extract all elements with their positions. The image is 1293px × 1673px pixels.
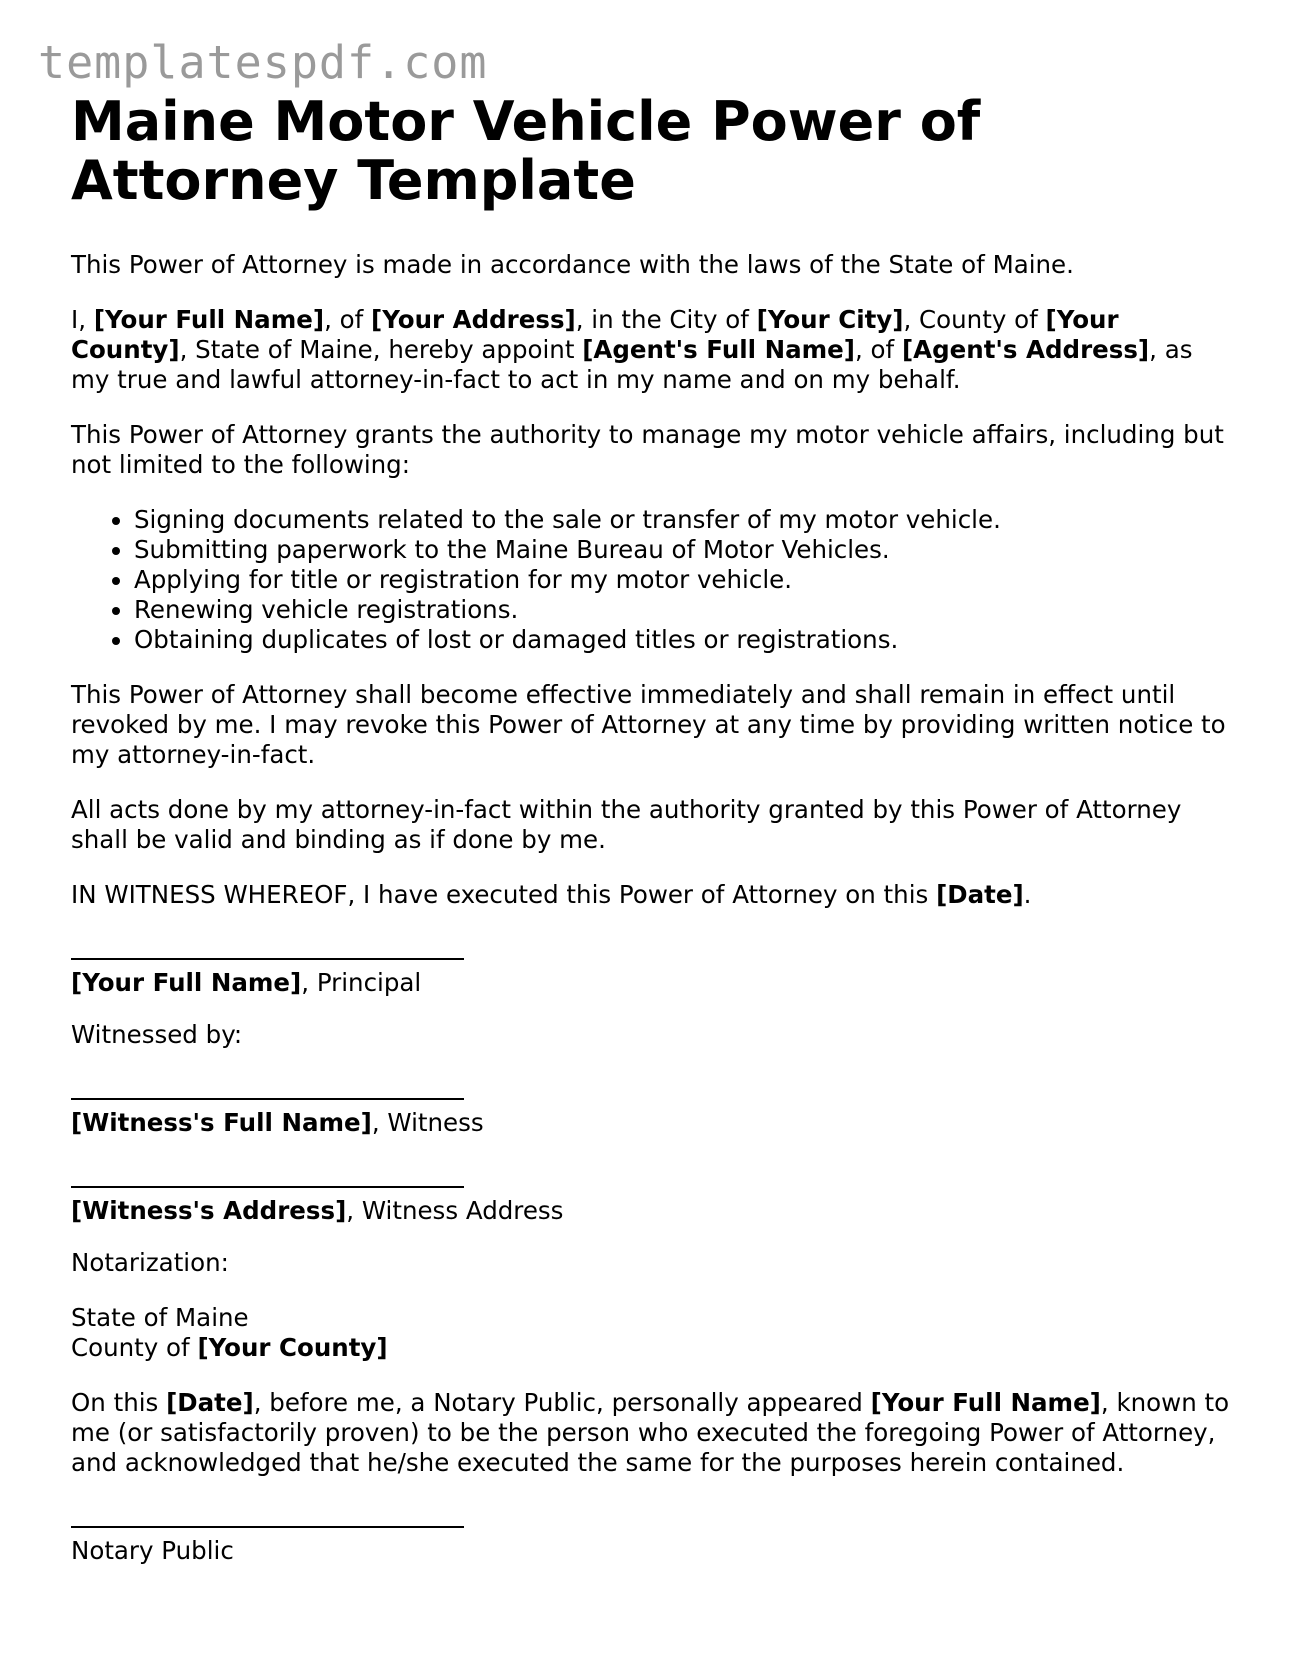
date-placeholder: [Date]: [936, 880, 1024, 909]
agent-name-placeholder: [Agent's Full Name]: [582, 335, 855, 364]
intro-paragraph: This Power of Attorney is made in accordance with the laws of the State of Maine.: [71, 250, 1074, 279]
acts-paragraph: All acts done by my attorney-in-fact within the authority granted by this Power of Attorney shall be valid and binding as if done by me.: [71, 795, 1182, 854]
notary-public-label: Notary Public: [71, 1536, 234, 1565]
document-body: [71, 92, 1231, 1566]
witness-address-line[interactable]: [71, 1186, 464, 1188]
witness-whereof-paragraph: IN WITNESS WHEREOF, I have executed this Power of Attorney on this [Date].: [71, 880, 1032, 909]
page-title: Maine Motor Vehicle Power of Attorney Template: [71, 90, 981, 212]
your-address-placeholder: [Your Address]: [371, 305, 576, 334]
notary-county-placeholder: [Your County]: [197, 1333, 388, 1362]
principal-name-placeholder: [Your Full Name]: [71, 968, 302, 997]
witness-address-block: [Witness's Address], Witness Address: [71, 1186, 1231, 1226]
ack-date-placeholder: [Date]: [166, 1388, 254, 1417]
notary-venue: State of Maine County of [Your County]: [71, 1303, 388, 1362]
witness-signature-line[interactable]: [71, 1098, 464, 1100]
acknowledgment-paragraph: On this [Date], before me, a Notary Public, personally appeared [Your Full Name], known to me (or satisfactorily proven) to be the person who executed the foregoing Power of Attorney, and acknowledged that he/she executed the same for the purposes herein contained.: [71, 1388, 1230, 1477]
notarization-label: Notarization:: [71, 1248, 229, 1277]
list-item: • Applying for title or registration for my motor vehicle.: [134, 565, 1231, 595]
agent-address-placeholder: [Agent's Address]: [901, 335, 1150, 364]
watermark: templatespdf.com: [38, 36, 488, 89]
witness-address-placeholder: [Witness's Address]: [71, 1196, 347, 1225]
list-item: • Renewing vehicle registrations.: [134, 595, 1231, 625]
powers-list: [71, 505, 1231, 655]
your-county-placeholder: [Your County]: [71, 305, 1119, 364]
your-city-placeholder: [Your City]: [756, 305, 904, 334]
principal-signature-block: [Your Full Name], Principal: [71, 958, 1231, 998]
witnessed-by-label: Witnessed by:: [71, 1020, 243, 1049]
your-full-name-placeholder: [Your Full Name]: [93, 305, 325, 334]
principal-signature-line[interactable]: [71, 958, 464, 960]
appointment-paragraph: I, [Your Full Name], of [Your Address], in the City of [Your City], County of [Your County], State of Maine, hereby appoint [Agent's Full Name], of [Agent's Address], as my true and lawful attorney-in-fact to act in my name and on my behalf.: [71, 305, 1193, 394]
effective-paragraph: This Power of Attorney shall become effective immediately and shall remain in effect until revoked by me. I may revoke this Power of Attorney at any time by providing written notice to my attorney-in-fact.: [71, 680, 1226, 769]
notary-signature-block: [71, 1526, 1231, 1566]
notary-signature-line[interactable]: [71, 1526, 464, 1528]
list-item: • Signing documents related to the sale or transfer of my motor vehicle.: [134, 505, 1231, 535]
witness-signature-block: [Witness's Full Name], Witness: [71, 1098, 1231, 1138]
witness-name-placeholder: [Witness's Full Name]: [71, 1108, 372, 1137]
list-item: • Submitting paperwork to the Maine Bureau of Motor Vehicles.: [134, 535, 1231, 565]
list-item: • Obtaining duplicates of lost or damaged titles or registrations.: [134, 625, 1231, 655]
authority-intro-paragraph: This Power of Attorney grants the authority to manage my motor vehicle affairs, including but not limited to the following:: [71, 420, 1224, 479]
ack-name-placeholder: [Your Full Name]: [870, 1388, 1101, 1417]
